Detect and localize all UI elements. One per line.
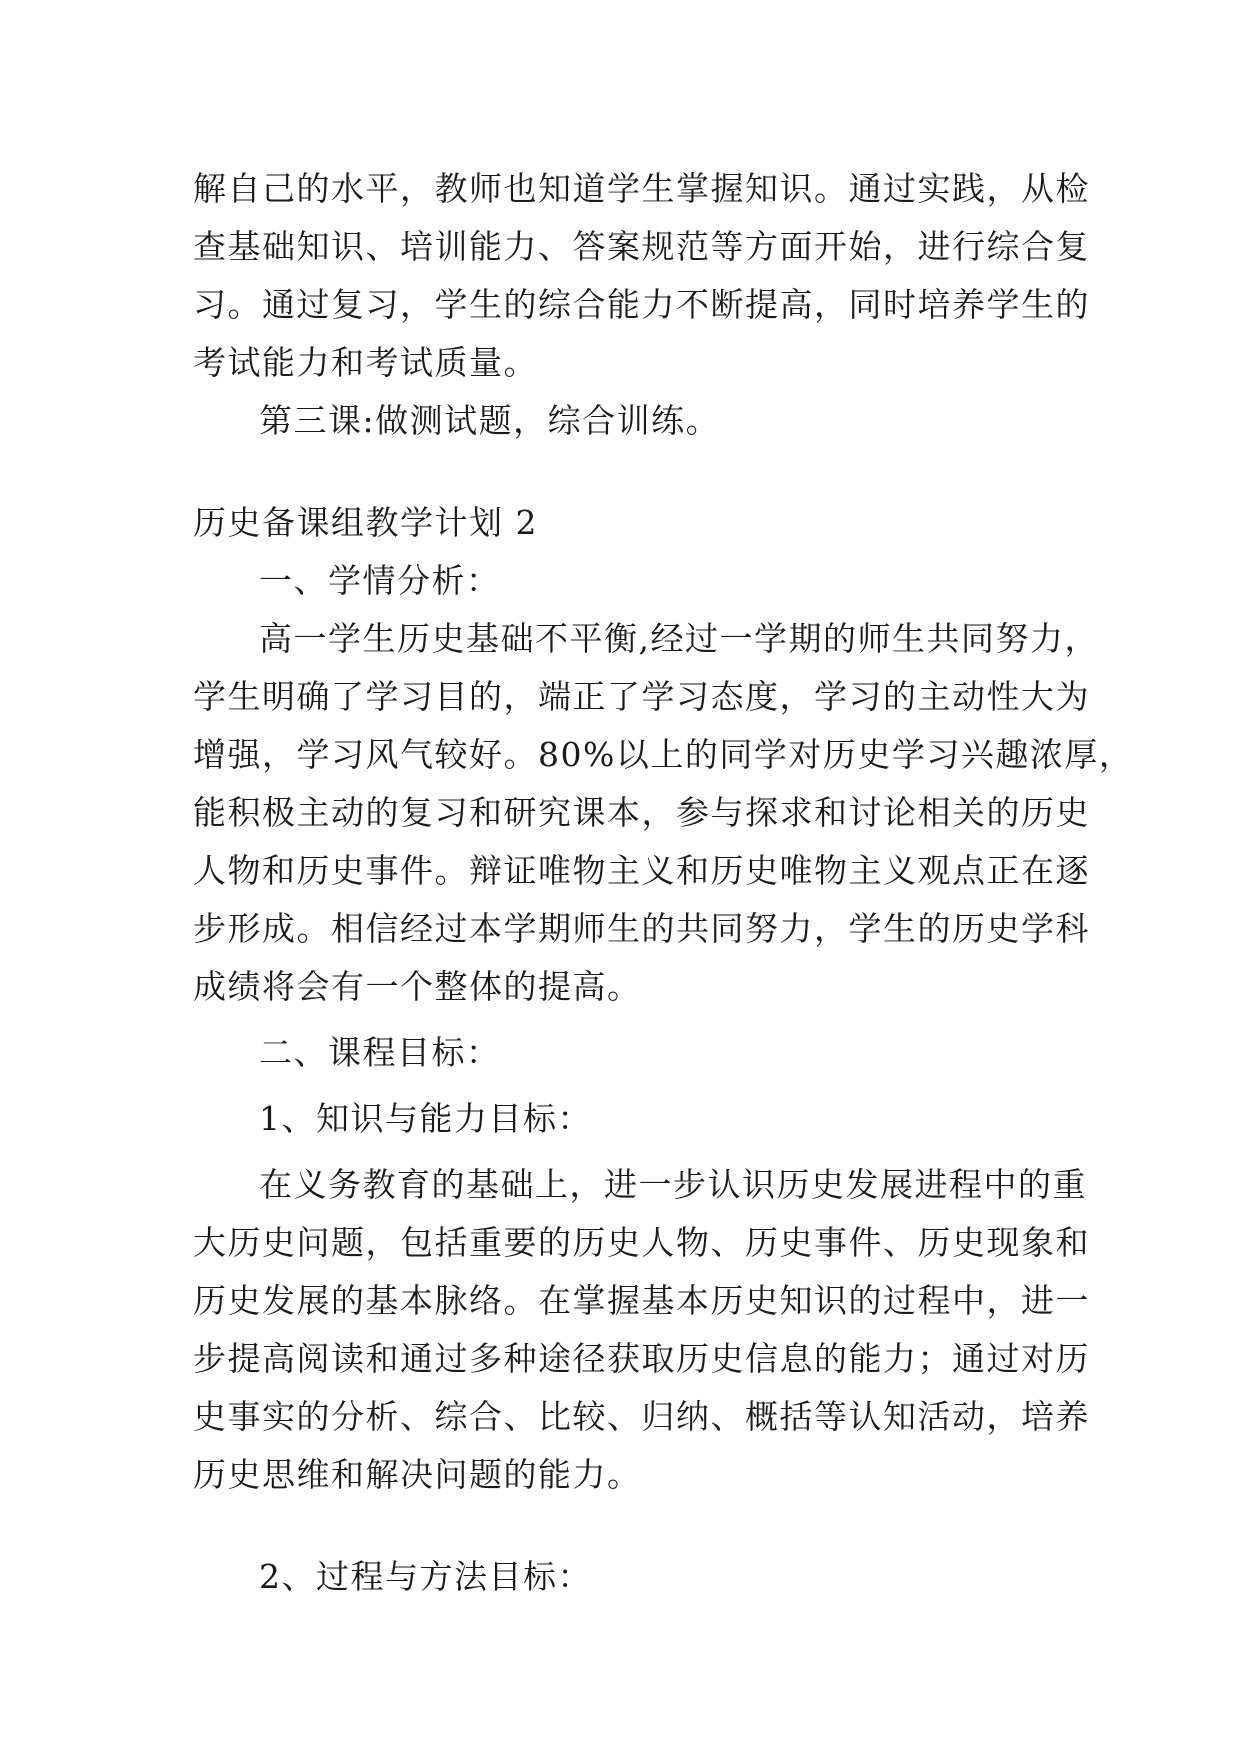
text-line: 学生明确了学习目的，端正了学习态度，学习的主动性大为 <box>193 677 1090 716</box>
text-line: 习。通过复习，学生的综合能力不断提高，同时培养学生的 <box>193 285 1090 324</box>
text-line: 历史思维和解决问题的能力。 <box>193 1455 642 1494</box>
text-line: 在义务教育的基础上，进一步认识历史发展进程中的重 <box>259 1165 1087 1204</box>
text-line: 增强，学习风气较好。80%以上的同学对历史学习兴趣浓厚， <box>193 735 1134 774</box>
text-line: 人物和历史事件。辩证唯物主义和历史唯物主义观点正在逐 <box>193 851 1090 890</box>
text-line: 查基础知识、培训能力、答案规范等方面开始，进行综合复 <box>193 227 1090 266</box>
text-line: 能积极主动的复习和研究课本，参与探求和讨论相关的历史 <box>193 793 1090 832</box>
document-page <box>193 160 1134 1606</box>
text-line: 考试能力和考试质量。 <box>193 343 538 382</box>
text-line: 成绩将会有一个整体的提高。 <box>193 967 642 1006</box>
text-line: 解自己的水平，教师也知道学生掌握知识。通过实践，从检 <box>193 169 1090 208</box>
paragraph-review <box>193 160 1090 392</box>
heading-learning-analysis: 一、学情分析： <box>259 561 501 600</box>
paragraph-learning-analysis <box>193 610 1134 1016</box>
section-title: 历史备课组教学计划 2 <box>193 503 538 542</box>
text-line: 大历史问题，包括重要的历史人物、历史事件、历史现象和 <box>193 1223 1090 1262</box>
text-line: 步提高阅读和通过多种途径获取历史信息的能力；通过对历 <box>193 1339 1090 1378</box>
heading-process-goals: 2、过程与方法目标： <box>259 1557 592 1596</box>
text-line: 史事实的分析、综合、比较、归纳、概括等认知活动，培养 <box>193 1397 1090 1436</box>
heading-knowledge-goals: 1、知识与能力目标： <box>259 1099 592 1138</box>
text-line: 步形成。相信经过本学期师生的共同努力，学生的历史学科 <box>193 909 1090 948</box>
heading-course-goals: 二、课程目标： <box>259 1033 501 1072</box>
text-line: 历史发展的基本脉络。在掌握基本历史知识的过程中，进一 <box>193 1281 1090 1320</box>
lesson-three-line: 第三课:做测试题，综合训练。 <box>259 401 721 440</box>
text-line: 高一学生历史基础不平衡,经过一学期的师生共同努力， <box>259 619 1099 658</box>
paragraph-knowledge-goals <box>193 1156 1090 1504</box>
